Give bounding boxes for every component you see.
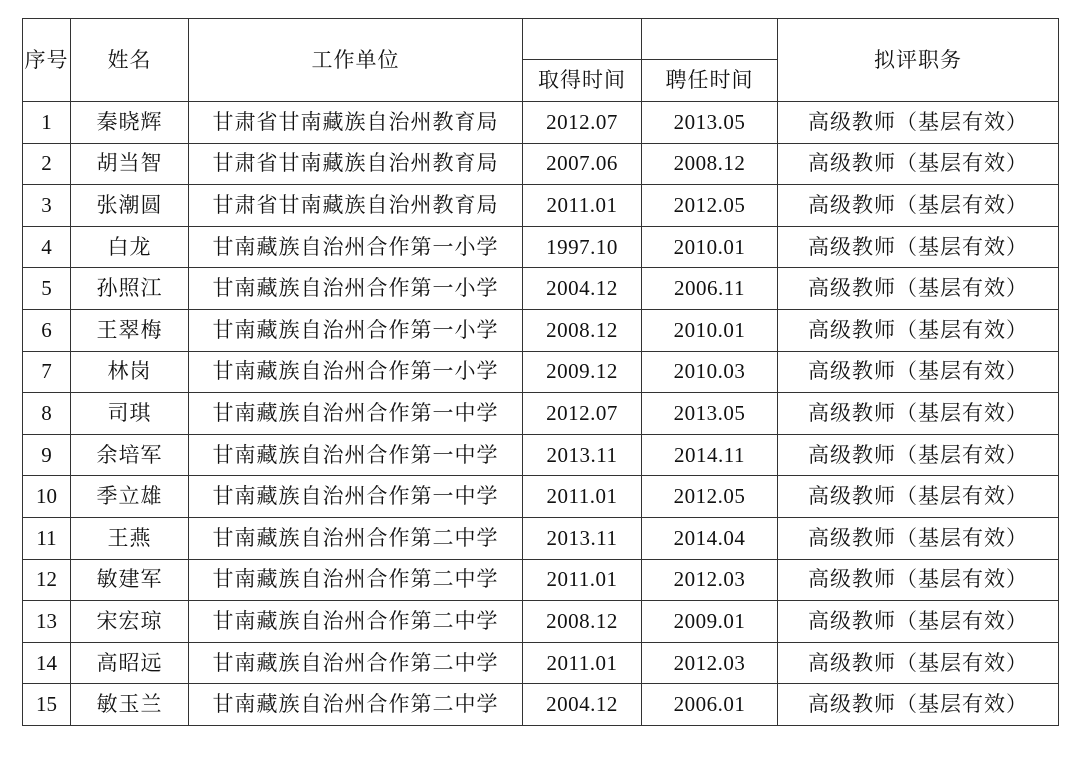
cell-name: 张潮圆 [71, 185, 189, 227]
cell-position: 高级教师（基层有效） [778, 434, 1059, 476]
cell-name: 孙照江 [71, 268, 189, 310]
cell-obtained: 2013.11 [523, 517, 642, 559]
cell-obtained: 2011.01 [523, 559, 642, 601]
cell-unit: 甘南藏族自治州合作第一小学 [189, 309, 523, 351]
cell-name: 秦晓辉 [71, 102, 189, 144]
cell-appointed: 2006.01 [642, 684, 778, 726]
cell-position: 高级教师（基层有效） [778, 226, 1059, 268]
cell-obtained: 2011.01 [523, 642, 642, 684]
header-obtained: 取得时间 [523, 60, 642, 102]
table-row [23, 143, 1059, 185]
cell-index: 12 [23, 559, 71, 601]
table-row [23, 559, 1059, 601]
header-unit: 工作单位 [189, 19, 523, 102]
cell-index: 15 [23, 684, 71, 726]
cell-appointed: 2008.12 [642, 143, 778, 185]
cell-name: 高昭远 [71, 642, 189, 684]
cell-obtained: 2007.06 [523, 143, 642, 185]
cell-appointed: 2012.05 [642, 185, 778, 227]
table-row [23, 684, 1059, 726]
table-row [23, 309, 1059, 351]
cell-index: 7 [23, 351, 71, 393]
cell-unit: 甘南藏族自治州合作第一中学 [189, 476, 523, 518]
cell-name: 余培军 [71, 434, 189, 476]
table-row [23, 476, 1059, 518]
cell-obtained: 2011.01 [523, 185, 642, 227]
cell-index: 4 [23, 226, 71, 268]
header-row [23, 19, 1059, 60]
table-row [23, 102, 1059, 144]
cell-index: 5 [23, 268, 71, 310]
cell-obtained: 2008.12 [523, 601, 642, 643]
cell-position: 高级教师（基层有效） [778, 601, 1059, 643]
cell-unit: 甘南藏族自治州合作第一中学 [189, 434, 523, 476]
cell-name: 胡当智 [71, 143, 189, 185]
cell-appointed: 2006.11 [642, 268, 778, 310]
cell-appointed: 2012.03 [642, 642, 778, 684]
cell-position: 高级教师（基层有效） [778, 309, 1059, 351]
cell-obtained: 2012.07 [523, 102, 642, 144]
cell-obtained: 2011.01 [523, 476, 642, 518]
cell-index: 1 [23, 102, 71, 144]
cell-name: 王燕 [71, 517, 189, 559]
cell-unit: 甘肃省甘南藏族自治州教育局 [189, 185, 523, 227]
table-row [23, 268, 1059, 310]
cell-appointed: 2010.01 [642, 226, 778, 268]
cell-unit: 甘南藏族自治州合作第一小学 [189, 268, 523, 310]
cell-name: 林岗 [71, 351, 189, 393]
cell-name: 宋宏琼 [71, 601, 189, 643]
cell-unit: 甘南藏族自治州合作第二中学 [189, 684, 523, 726]
cell-position: 高级教师（基层有效） [778, 684, 1059, 726]
cell-index: 13 [23, 601, 71, 643]
cell-index: 11 [23, 517, 71, 559]
header-blank-appointed [642, 19, 778, 60]
roster-body [23, 102, 1059, 726]
cell-position: 高级教师（基层有效） [778, 185, 1059, 227]
cell-index: 3 [23, 185, 71, 227]
cell-unit: 甘肃省甘南藏族自治州教育局 [189, 143, 523, 185]
header-index: 序号 [23, 19, 71, 102]
cell-appointed: 2012.05 [642, 476, 778, 518]
cell-appointed: 2013.05 [642, 393, 778, 435]
table-row [23, 517, 1059, 559]
table-row [23, 351, 1059, 393]
table-row [23, 601, 1059, 643]
cell-name: 白龙 [71, 226, 189, 268]
cell-unit: 甘南藏族自治州合作第二中学 [189, 601, 523, 643]
cell-obtained: 2012.07 [523, 393, 642, 435]
cell-unit: 甘肃省甘南藏族自治州教育局 [189, 102, 523, 144]
cell-appointed: 2009.01 [642, 601, 778, 643]
header-position: 拟评职务 [778, 19, 1059, 102]
cell-position: 高级教师（基层有效） [778, 476, 1059, 518]
table-row [23, 393, 1059, 435]
cell-index: 9 [23, 434, 71, 476]
cell-name: 敏玉兰 [71, 684, 189, 726]
header-name: 姓名 [71, 19, 189, 102]
table-row [23, 185, 1059, 227]
cell-appointed: 2010.03 [642, 351, 778, 393]
header-blank-obtained [523, 19, 642, 60]
cell-position: 高级教师（基层有效） [778, 351, 1059, 393]
cell-appointed: 2013.05 [642, 102, 778, 144]
header-appointed: 聘任时间 [642, 60, 778, 102]
cell-index: 8 [23, 393, 71, 435]
cell-position: 高级教师（基层有效） [778, 102, 1059, 144]
roster-table [22, 18, 1059, 726]
cell-obtained: 2013.11 [523, 434, 642, 476]
table-row [23, 642, 1059, 684]
cell-position: 高级教师（基层有效） [778, 143, 1059, 185]
cell-index: 14 [23, 642, 71, 684]
cell-obtained: 1997.10 [523, 226, 642, 268]
cell-obtained: 2009.12 [523, 351, 642, 393]
table-row [23, 226, 1059, 268]
cell-position: 高级教师（基层有效） [778, 268, 1059, 310]
cell-unit: 甘南藏族自治州合作第二中学 [189, 642, 523, 684]
table-row [23, 434, 1059, 476]
cell-name: 司琪 [71, 393, 189, 435]
cell-index: 10 [23, 476, 71, 518]
cell-appointed: 2014.11 [642, 434, 778, 476]
cell-position: 高级教师（基层有效） [778, 642, 1059, 684]
cell-name: 王翠梅 [71, 309, 189, 351]
cell-appointed: 2014.04 [642, 517, 778, 559]
cell-index: 2 [23, 143, 71, 185]
cell-appointed: 2012.03 [642, 559, 778, 601]
cell-obtained: 2004.12 [523, 268, 642, 310]
cell-position: 高级教师（基层有效） [778, 393, 1059, 435]
cell-unit: 甘南藏族自治州合作第二中学 [189, 517, 523, 559]
cell-appointed: 2010.01 [642, 309, 778, 351]
cell-obtained: 2008.12 [523, 309, 642, 351]
cell-obtained: 2004.12 [523, 684, 642, 726]
cell-name: 敏建军 [71, 559, 189, 601]
cell-unit: 甘南藏族自治州合作第一小学 [189, 351, 523, 393]
cell-position: 高级教师（基层有效） [778, 559, 1059, 601]
cell-unit: 甘南藏族自治州合作第一中学 [189, 393, 523, 435]
cell-unit: 甘南藏族自治州合作第一小学 [189, 226, 523, 268]
cell-unit: 甘南藏族自治州合作第二中学 [189, 559, 523, 601]
cell-name: 季立雄 [71, 476, 189, 518]
cell-position: 高级教师（基层有效） [778, 517, 1059, 559]
cell-index: 6 [23, 309, 71, 351]
